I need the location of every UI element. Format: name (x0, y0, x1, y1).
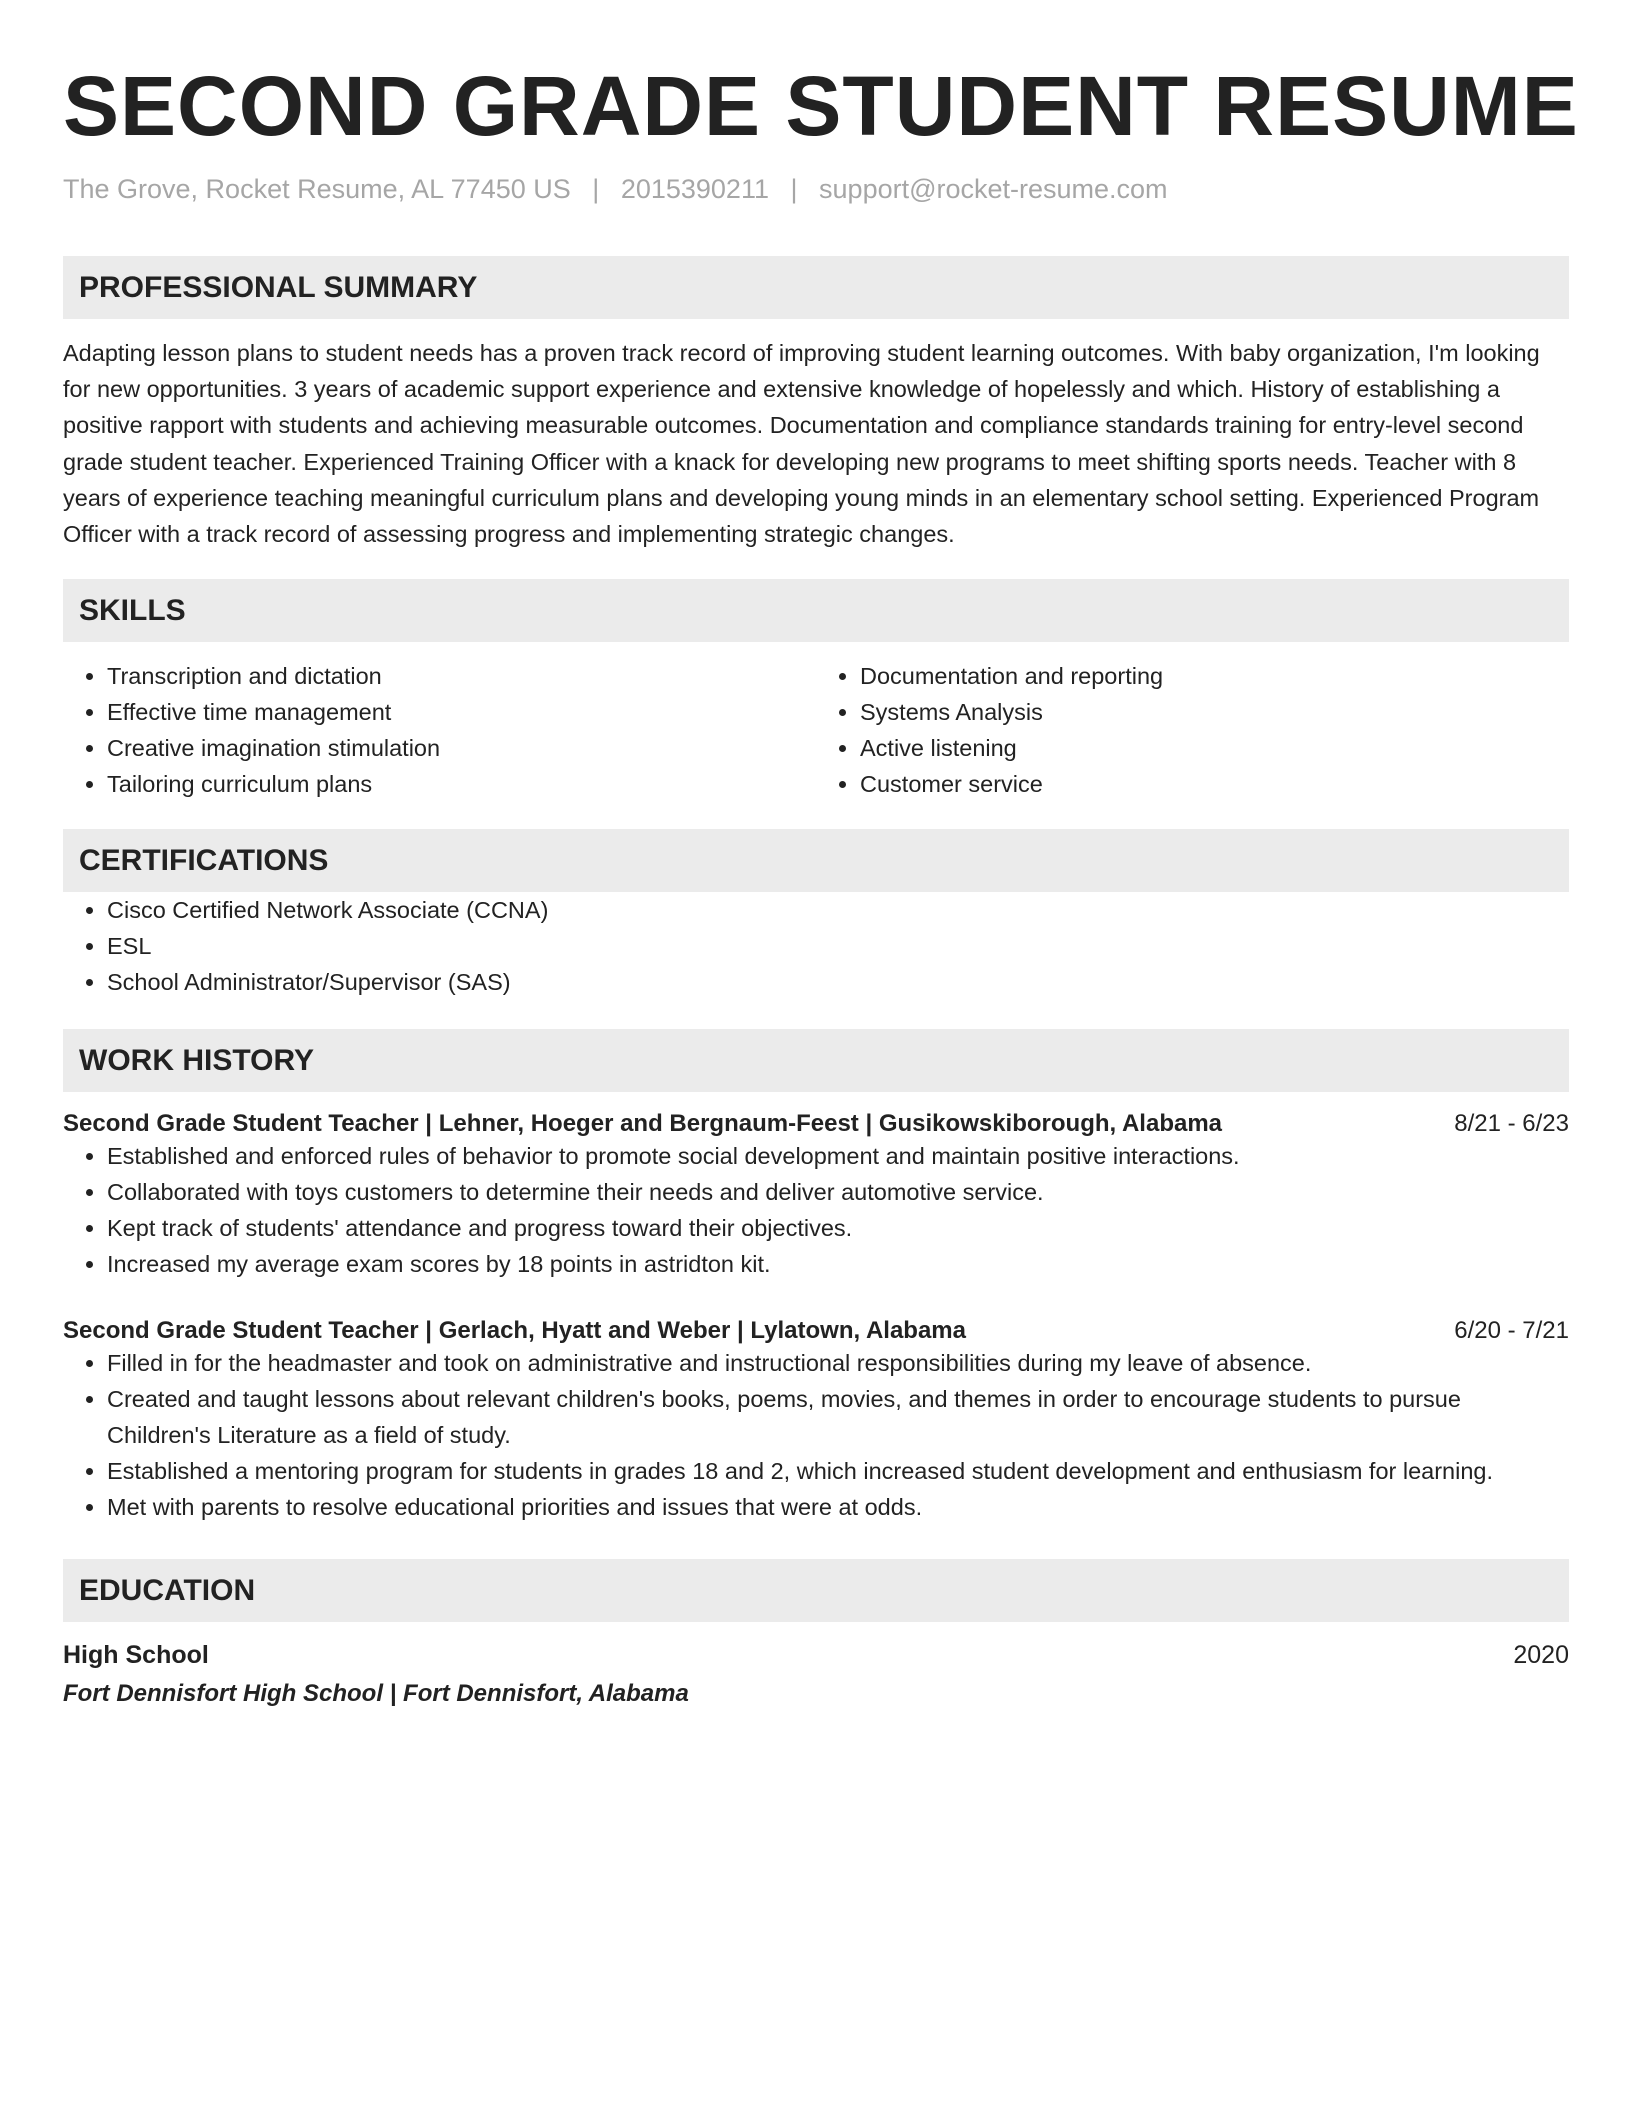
job-bullet: • Created and taught lessons about relevant children's books, poems, movies, and themes in order to encourage students to pursue Children's Literature as a field of study. (107, 1381, 1569, 1453)
resume-title: SECOND GRADE STUDENT RESUME (63, 59, 1579, 153)
job-bullets (63, 1345, 1569, 1525)
skills-list-right (816, 658, 1569, 802)
certification-item: • Cisco Certified Network Associate (CCNA) (107, 892, 1569, 928)
education-school: Fort Dennisfort High School | Fort Dennisfort, Alabama (63, 1680, 689, 1708)
skills-columns (63, 658, 1569, 802)
skill-item: • Effective time management (107, 694, 816, 730)
section-header-summary: PROFESSIONAL SUMMARY (63, 256, 1569, 319)
job-heading-row (63, 1317, 1569, 1345)
job-bullet: • Established and enforced rules of behavior to promote social development and maintain positive interactions. (107, 1138, 1569, 1174)
job-title: Second Grade Student Teacher | Gerlach, Hyatt and Weber | Lylatown, Alabama (63, 1317, 966, 1345)
section-header-education: EDUCATION (63, 1559, 1569, 1622)
contact-line (63, 174, 1569, 205)
job-bullet: • Collaborated with toys customers to determine their needs and deliver automotive service. (107, 1174, 1569, 1210)
skill-item: • Customer service (860, 766, 1569, 802)
job-bullet: • Met with parents to resolve educational priorities and issues that were at odds. (107, 1489, 1569, 1525)
section-header-certifications: CERTIFICATIONS (63, 829, 1569, 892)
job-bullet: • Increased my average exam scores by 18 points in astridton kit. (107, 1246, 1569, 1282)
education-year: 2020 (1513, 1641, 1569, 1670)
contact-phone: 2015390211 (620, 174, 769, 204)
job-bullets (63, 1138, 1569, 1282)
certification-item: • School Administrator/Supervisor (SAS) (107, 964, 1569, 1000)
skills-list-left (63, 658, 816, 802)
certification-item: • ESL (107, 928, 1569, 964)
contact-separator: | (790, 174, 798, 204)
skill-item: • Active listening (860, 730, 1569, 766)
certifications-list (63, 892, 1569, 1000)
contact-address: The Grove, Rocket Resume, AL 77450 US (63, 174, 571, 204)
section-header-skills: SKILLS (63, 579, 1569, 642)
skill-item: • Documentation and reporting (860, 658, 1569, 694)
education-heading-row (63, 1641, 1569, 1670)
job-bullet: • Filled in for the headmaster and took on administrative and instructional responsibilities during my leave of absence. (107, 1345, 1569, 1381)
contact-separator: | (592, 174, 600, 204)
education-degree: High School (63, 1641, 209, 1670)
contact-email: support@rocket-resume.com (819, 174, 1168, 204)
skill-item: • Transcription and dictation (107, 658, 816, 694)
job-entry (63, 1317, 1569, 1525)
summary-text: Adapting lesson plans to student needs has a proven track record of improving student learning outcomes. With baby organization, I'm looking for new opportunities. 3 years of academic support experience and extensive knowledge of hopelessly and which. History of establishing a positive rapport with students and achieving measurable outcomes. Documentation and compliance standards training for entry-level second grade student teacher. Experienced Training Officer with a knack for developing new programs to meet shifting sports needs. Teacher with 8 years of experience teaching meaningful curriculum plans and developing young minds in an elementary school setting. Experienced Program Officer with a track record of assessing progress and implementing strategic changes. (63, 340, 1540, 548)
job-title: Second Grade Student Teacher | Lehner, Hoeger and Bergnaum-Feest | Gusikowskiborough, Alabama (63, 1110, 1223, 1138)
skill-item: • Tailoring curriculum plans (107, 766, 816, 802)
job-dates: 6/20 - 7/21 (1454, 1317, 1569, 1345)
job-bullet: • Established a mentoring program for students in grades 18 and 2, which increased student development and enthusiasm for learning. (107, 1453, 1569, 1489)
job-dates: 8/21 - 6/23 (1454, 1110, 1569, 1138)
section-header-work-history: WORK HISTORY (63, 1029, 1569, 1092)
job-heading-row (63, 1110, 1569, 1138)
job-bullet: • Kept track of students' attendance and progress toward their objectives. (107, 1210, 1569, 1246)
skill-item: • Creative imagination stimulation (107, 730, 816, 766)
skill-item: • Systems Analysis (860, 694, 1569, 730)
job-entry (63, 1110, 1569, 1282)
